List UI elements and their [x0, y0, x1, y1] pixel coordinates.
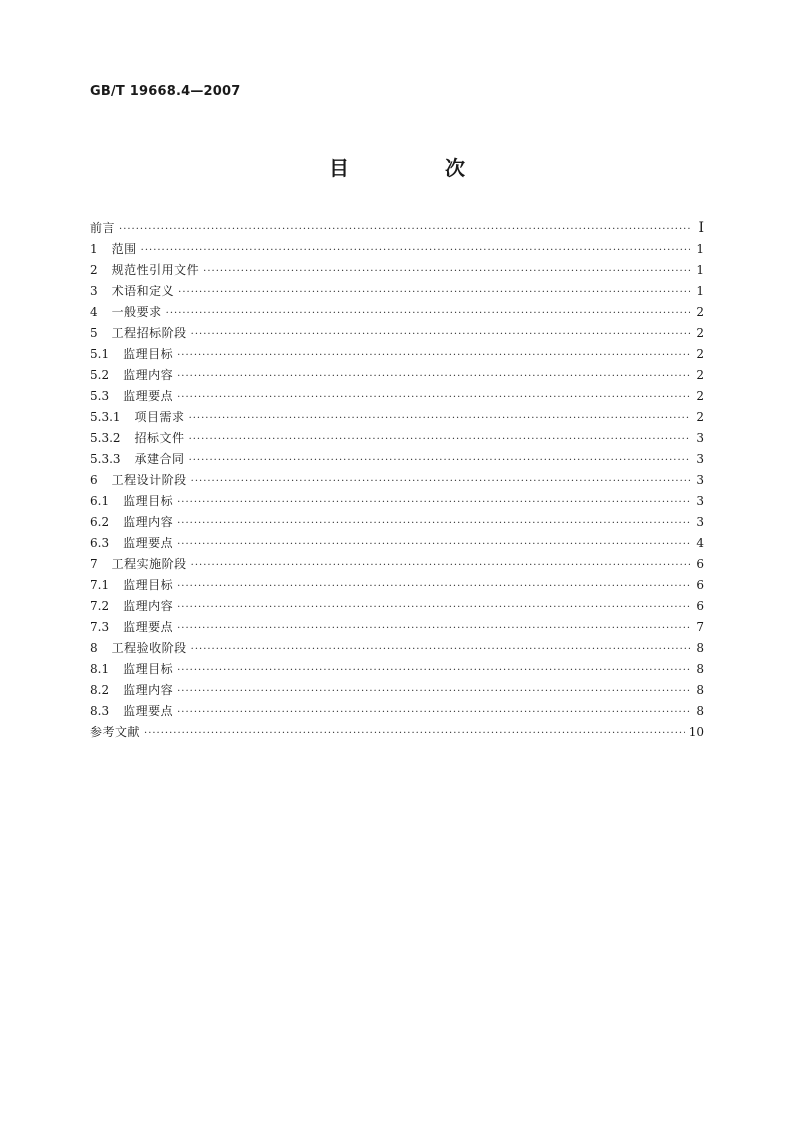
toc-entry[interactable]	[90, 260, 704, 281]
toc-entry-label: 招标文件	[134, 431, 185, 445]
toc-entry-number: 7	[90, 557, 98, 571]
toc-entry[interactable]	[90, 512, 704, 533]
toc-entry-page: 7	[696, 620, 704, 634]
toc-entry-label: 参考文献	[90, 725, 141, 739]
toc-entry-number: 6	[90, 473, 98, 487]
toc-entry-number: 6.1	[90, 494, 110, 508]
toc-dot-leader	[178, 282, 690, 303]
toc-entry-page: 2	[696, 368, 704, 382]
toc-entry-number: 2	[90, 263, 98, 277]
toc-dot-leader	[177, 597, 690, 618]
toc-entry-label: 工程验收阶段	[111, 641, 187, 655]
toc-entry-number: 5.3.3	[90, 452, 121, 466]
toc-dot-leader	[177, 492, 690, 513]
toc-entry-page: 1	[696, 284, 704, 298]
toc-entry[interactable]	[90, 386, 704, 407]
toc-entry-number: 5	[90, 326, 98, 340]
toc-entry-page: 8	[696, 683, 704, 697]
toc-entry-page: 1	[696, 263, 704, 277]
page-title: 目 次	[329, 156, 503, 180]
toc-entry-label: 监理目标	[123, 347, 174, 361]
toc-entry-label: 工程招标阶段	[111, 326, 187, 340]
toc-entry-label: 监理内容	[123, 683, 174, 697]
toc-entry-label: 监理要点	[123, 536, 174, 550]
toc-entry[interactable]	[90, 659, 704, 680]
toc-entry-page: 3	[696, 431, 704, 445]
toc-entry-number: 8.3	[90, 704, 110, 718]
toc-entry-label: 工程实施阶段	[111, 557, 187, 571]
toc-dot-leader	[144, 723, 685, 744]
toc-entry[interactable]	[90, 680, 704, 701]
toc-entry-number: 8.2	[90, 683, 110, 697]
toc-entry-number: 6.2	[90, 515, 110, 529]
toc-entry-label: 项目需求	[134, 410, 185, 424]
toc-entry-page: 3	[696, 452, 704, 466]
toc-dot-leader	[166, 303, 690, 324]
toc-dot-leader	[177, 576, 690, 597]
toc-entry-page: 10	[688, 725, 704, 739]
toc-entry-number: 8	[90, 641, 98, 655]
toc-entry-label: 规范性引用文件	[111, 263, 200, 277]
toc-entry-label: 范围	[111, 242, 137, 256]
toc-entry[interactable]	[90, 344, 704, 365]
toc-entry-page: 6	[696, 557, 704, 571]
toc-entry[interactable]	[90, 428, 704, 449]
toc-entry-label: 一般要求	[111, 305, 162, 319]
toc-dot-leader	[177, 513, 690, 534]
toc-entry-label: 监理目标	[123, 662, 174, 676]
toc-entry[interactable]	[90, 617, 704, 638]
toc-dot-leader	[191, 555, 690, 576]
toc-entry[interactable]	[90, 470, 704, 491]
toc-entry-page: 2	[696, 389, 704, 403]
toc-entry-number: 7.2	[90, 599, 110, 613]
toc-entry[interactable]	[90, 302, 704, 323]
toc-entry[interactable]	[90, 638, 704, 659]
toc-dot-leader	[191, 471, 690, 492]
toc-entry-label: 监理内容	[123, 515, 174, 529]
toc-entry-label: 承建合同	[134, 452, 185, 466]
toc-dot-leader	[177, 660, 690, 681]
toc-dot-leader	[177, 534, 690, 555]
toc-entry[interactable]	[90, 407, 704, 428]
toc-entry[interactable]	[90, 533, 704, 554]
toc-entry-number: 5.3	[90, 389, 110, 403]
toc-dot-leader	[141, 240, 690, 261]
toc-entry-label: 监理要点	[123, 389, 174, 403]
toc-entry[interactable]	[90, 281, 704, 302]
toc-entry-label: 监理内容	[123, 599, 174, 613]
toc-entry-number: 5.1	[90, 347, 110, 361]
toc-entry[interactable]	[90, 218, 704, 239]
toc-entry-page: 3	[696, 515, 704, 529]
toc-dot-leader	[177, 681, 690, 702]
toc-entry[interactable]	[90, 596, 704, 617]
toc-entry-number: 7.1	[90, 578, 110, 592]
toc-entry-label: 监理内容	[123, 368, 174, 382]
toc-entry-label: 监理目标	[123, 494, 174, 508]
toc-dot-leader	[189, 429, 690, 450]
toc-entry[interactable]	[90, 365, 704, 386]
toc-entry-number: 8.1	[90, 662, 110, 676]
toc-entry[interactable]	[90, 239, 704, 260]
toc-entry-label: 监理要点	[123, 704, 174, 718]
toc-entry-label: 前言	[90, 221, 116, 235]
toc-dot-leader	[189, 450, 690, 471]
toc-entry-page: 6	[696, 599, 704, 613]
table-of-contents	[90, 218, 704, 743]
toc-entry-page: 2	[696, 326, 704, 340]
toc-dot-leader	[177, 702, 690, 723]
toc-entry-label: 工程设计阶段	[111, 473, 187, 487]
toc-entry-number: 3	[90, 284, 98, 298]
toc-entry[interactable]	[90, 554, 704, 575]
toc-entry-page: 8	[696, 704, 704, 718]
toc-dot-leader	[119, 219, 690, 240]
toc-entry-label: 监理目标	[123, 578, 174, 592]
toc-dot-leader	[177, 366, 690, 387]
toc-entry-label: 术语和定义	[111, 284, 175, 298]
toc-dot-leader	[177, 387, 690, 408]
toc-entry-page: 8	[696, 662, 704, 676]
toc-entry-page: 6	[696, 578, 704, 592]
toc-entry-page: 3	[696, 473, 704, 487]
toc-entry-number: 5.3.2	[90, 431, 121, 445]
toc-entry-page: Ⅰ	[698, 220, 704, 236]
toc-dot-leader	[191, 639, 690, 660]
toc-entry-number: 5.3.1	[90, 410, 121, 424]
standard-code: GB/T 19668.4—2007	[90, 84, 241, 99]
toc-entry[interactable]	[90, 449, 704, 470]
toc-entry[interactable]	[90, 323, 704, 344]
toc-entry-page: 4	[696, 536, 704, 550]
toc-dot-leader	[191, 324, 690, 345]
toc-entry-page: 2	[696, 305, 704, 319]
toc-entry-page: 8	[696, 641, 704, 655]
toc-entry-number: 4	[90, 305, 98, 319]
toc-entry[interactable]	[90, 491, 704, 512]
toc-dot-leader	[203, 261, 690, 282]
toc-entry[interactable]	[90, 722, 704, 743]
toc-entry-number: 1	[90, 242, 98, 256]
toc-dot-leader	[177, 345, 690, 366]
toc-entry-label: 监理要点	[123, 620, 174, 634]
toc-entry-page: 2	[696, 347, 704, 361]
toc-entry-page: 3	[696, 494, 704, 508]
toc-entry-number: 5.2	[90, 368, 110, 382]
toc-entry[interactable]	[90, 575, 704, 596]
toc-dot-leader	[189, 408, 690, 429]
toc-entry-page: 1	[696, 242, 704, 256]
toc-entry-page: 2	[696, 410, 704, 424]
toc-entry-number: 6.3	[90, 536, 110, 550]
toc-dot-leader	[177, 618, 690, 639]
toc-entry[interactable]	[90, 701, 704, 722]
toc-entry-number: 7.3	[90, 620, 110, 634]
